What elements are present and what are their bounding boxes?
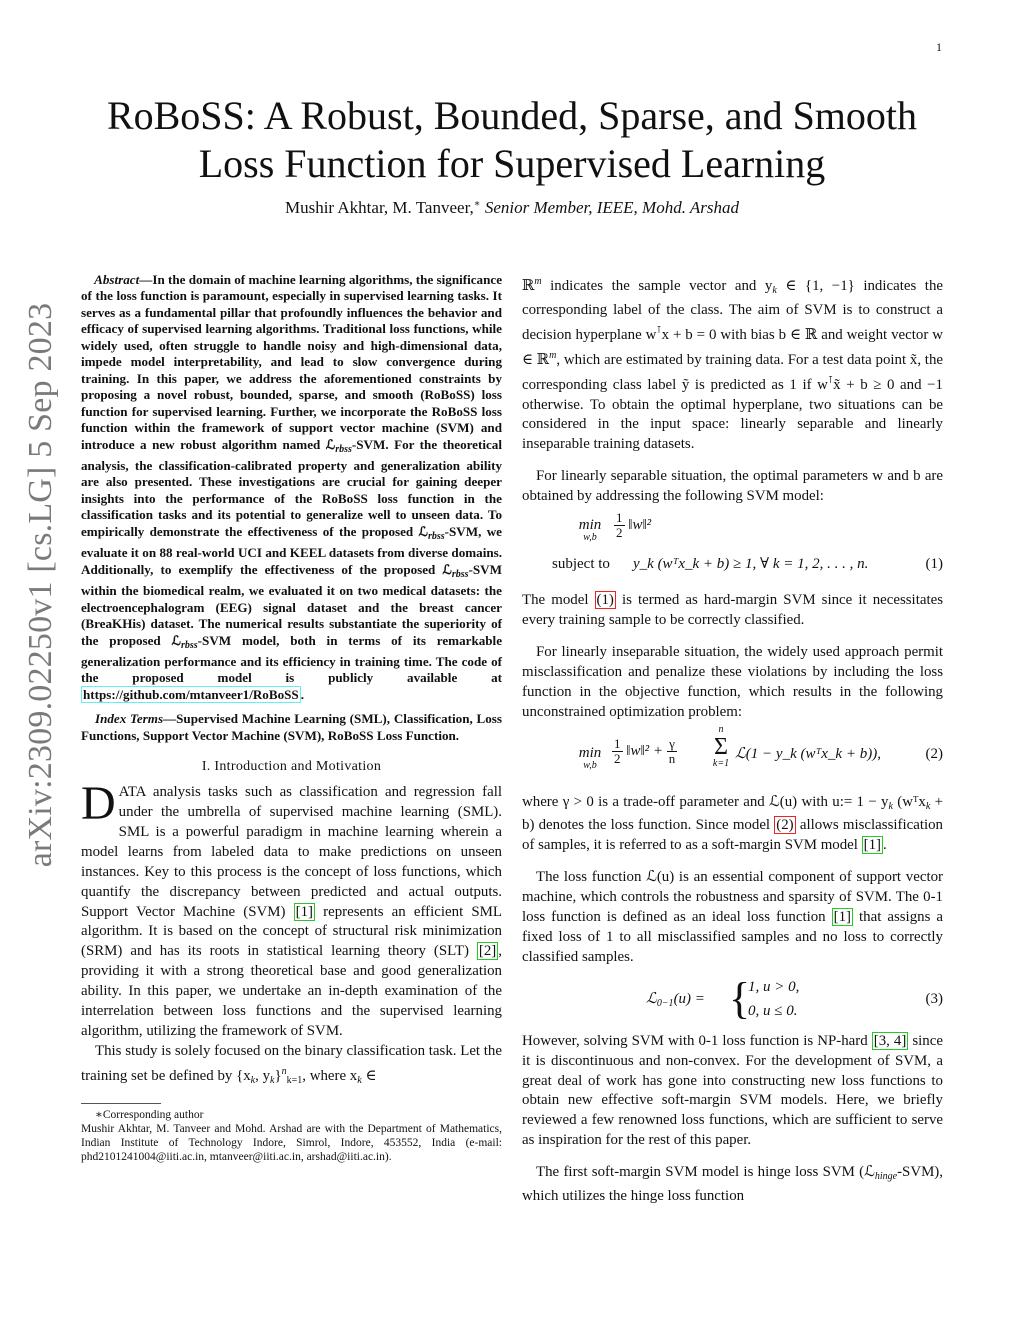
right-paragraph-8 — [522, 1163, 943, 1207]
title-line-2: Loss Function for Supervised Learning — [198, 141, 826, 186]
right-text-8a: The first soft-margin SVM model is hinge loss SVM (ℒ — [536, 1164, 875, 1181]
right-text-1c: ∈ {1, −1} indicates the corresponding label of the class. The aim of SVM is to construct a decision hyperplane w — [522, 278, 944, 343]
eq3-lhs-subscript: 0−1 — [656, 997, 674, 1009]
eq1-min: min — [578, 517, 602, 534]
arxiv-identifier: arXiv:2309.02250v1 [cs.LG] 5 Sep 2023 — [22, 302, 59, 868]
code-link[interactable]: https://github.com/mtanveer1/RoBoSS — [83, 686, 299, 702]
drop-cap: D — [81, 777, 116, 831]
arxiv-watermark — [6, 205, 76, 965]
eq2-loss: ℒ(1 − y_k (wᵀx_k + b)), — [735, 745, 881, 762]
eq3-number: (3) — [925, 990, 943, 1007]
footnote-corresponding: ∗Corresponding author — [95, 1108, 204, 1121]
right-paragraph-6 — [522, 868, 943, 968]
index-terms-text: —Supervised Machine Learning (SML), Classification, Loss Functions, Support Vector Machine (SVM), RoBoSS Loss Function. — [81, 711, 502, 743]
eq1-constraint: y_k (wᵀx_k + b) ≥ 1, ∀ k = 1, 2, . . . , n. — [633, 556, 869, 573]
intro-text-2: This study is solely focused on the binary classification task. Let the training set be defined by {x — [81, 1042, 502, 1084]
eq1-number: (1) — [925, 556, 943, 573]
rbss-subscript: rbss — [451, 568, 469, 580]
right-text-7a: However, solving SVM with 0-1 loss function is NP-hard — [522, 1032, 872, 1049]
eq3-lhs: ℒ — [646, 990, 657, 1007]
right-paragraph-3 — [522, 591, 943, 631]
section-1-heading: I. Introduction and Motivation — [201, 759, 382, 775]
right-text-7b: since it is discontinuous and non-convex. For the development of SVM, a great deal of work has gone into constructing new loss functions to obtain new effective soft-margin SVM models. Here, we briefly reviewed a few renowned loss functions, which are sufficient to serve as inspiration for the rest of this paper. — [522, 1032, 943, 1149]
citation-1[interactable]: [1] — [295, 903, 314, 920]
right-paragraph-5: where γ > 0 is a trade-off parameter and ℒ(u) with u:= $1 - y_k$ (wᵀx$_k$ + b) denotes the loss function. Since model (2) allows misclassification of samples, it is referred to as a soft-margin SVM model [1] . — [522, 793, 943, 854]
eq-ref-1[interactable]: (1) — [596, 592, 614, 609]
author-roles: Senior Member, IEEE, Mohd. Arshad — [480, 198, 740, 217]
footnote-divider — [81, 1103, 161, 1104]
citation-1b[interactable]: [1] — [863, 837, 882, 854]
eq2-number: (2) — [925, 745, 943, 762]
abstract-end: . — [300, 686, 304, 702]
rbss-subscript: rbss — [427, 530, 445, 542]
right-text-5b: (wᵀx — [892, 793, 926, 810]
citation-1c[interactable]: [1] — [833, 909, 852, 926]
equation-2: min w,b $\frac{1}{2}$ ‖w‖² + $\frac{\gamma}{n}$ n Σ k=1 ℒ(1 − y_k (wᵀx_k + b)), (2) — [522, 729, 943, 789]
eq2-sum-bottom: k=1 — [712, 757, 730, 769]
abstract — [81, 272, 502, 703]
left-column — [81, 272, 502, 1164]
paper-title — [80, 92, 944, 188]
eq2-sum: Σ — [714, 733, 728, 760]
intro-paragraph-2: This study is solely focused on the binary classification task. Let the training set be defined by {$x_k$, $y_k\}^n_{k=1}$, where $x_k$ ∈ — [81, 1042, 502, 1086]
intro-text-2b: , where x — [302, 1067, 358, 1084]
right-text-6a: The loss function ℒ(u) is an essential component of support vector machine, which controls the robustness and sparsity of SVM. The 0-1 loss function is defined as an ideal loss function — [522, 869, 943, 926]
eq2-sum-top: n — [718, 723, 724, 735]
intro-text-1b: represents an efficient SML algorithm. It is based on the concept of structural risk minimization (SRM) and has its roots in statistical learning theory (SLT) — [81, 903, 502, 960]
eq3-case-1: 1, u > 0, — [748, 978, 800, 995]
eq1-objective: ‖w‖² — [628, 517, 652, 533]
equation-1: min w,b $\frac{1}{2}$ ‖w‖² subject to y_k (wᵀx_k + b) ≥ 1, ∀ k = 1, 2, . . . , n. (1) — [522, 515, 943, 587]
eq3-lhs-end: (u) = — [673, 990, 705, 1007]
author-line — [80, 198, 944, 218]
eq2-min-subscript: w,b — [583, 759, 597, 771]
title-line-1: RoBoSS: A Robust, Bounded, Sparse, and Smooth — [106, 93, 918, 138]
abstract-text-2: -SVM. For the theoretical analysis, the classification-calibrated property and generalization ability are also presented. These investigations are crucial for gaining deeper insights into the performance of the RoBoSS loss function in the classification tasks and its potential to generalize well to unseen data. To empirically demonstrate the effectiveness of the proposed ℒ — [81, 436, 502, 539]
equation-3: ℒ$_{0-1}$(u) = { 1, u > 0, 0, u ≤ 0. (3) — [646, 973, 943, 1023]
page-number: 1 — [936, 40, 942, 54]
abstract-text-5: -SVM model, both in terms of its remarkable generalization performance and its efficiency in training time. The code of the proposed model is publicly available at — [81, 632, 503, 686]
right-text-6b: that assigns a fixed loss of 1 to all misclassified samples and no loss to correctly classified samples. — [522, 909, 943, 965]
eq-ref-2[interactable]: (2) — [776, 817, 794, 834]
abstract-text-4: -SVM within the biomedical realm, we evaluated it on two medical datasets: the electroencephalogram (EEG) signal dataset and the breast cancer (BreaKHis) dataset. The numerical results substantiate the superiority of the proposed ℒ — [81, 561, 502, 648]
citation-3-4[interactable]: [3, 4] — [873, 1032, 907, 1049]
right-text-5a: where γ > 0 is a trade-off parameter and ℒ(u) with u:= 1 − y — [522, 793, 889, 810]
right-column — [522, 272, 943, 1207]
right-text-5c: + b) denotes the loss function. Since model — [522, 793, 943, 834]
index-terms-label: Index Terms — [95, 711, 164, 727]
corresponding-mark: ∗ — [473, 198, 481, 210]
right-text-3a: The model — [522, 592, 595, 609]
right-paragraph-1: ℝ$^m$ indicates the sample vector and $y_k$ ∈ {1, −1} indicates the corresponding label of the class. The aim of SVM is to construct a decision hyperplane w⊺x + b = 0 with bias b ∈ ℝ and weight vector w ∈ ℝ$^m$, which are estimated by training data. For a test data point x̃, the corresponding class label ỹ is predicted as 1 if w⊺x̃ + b ≥ 0 and −1 otherwise. To obtain the optimal hyperplane, two situations can be considered in the input space: linearly separable and linearly inseparable training datasets. — [522, 276, 944, 453]
right-text-8b: -SVM), which utilizes the hinge loss function — [522, 1164, 943, 1205]
rbss-subscript: rbss — [180, 639, 198, 651]
intro-text-1: ATA analysis tasks such as classification and regression fall under the umbrella of supervised machine learning (SML). SML is a powerful paradigm in machine learning wherein a model learns from labeled data to make predictions on unseen instances. Key to this process is the concept of loss functions, which quantify the discrepancy between predicted and actual outputs. Support Vector Machine (SVM) — [81, 784, 502, 920]
eq3-case-2: 0, u ≤ 0. — [748, 1002, 798, 1019]
eq1-subject-to: subject to — [552, 556, 610, 573]
rbss-subscript: rbss — [335, 443, 352, 455]
right-text-1d: x + b = 0 with bias b ∈ ℝ and weight vector w ∈ ℝ — [522, 326, 943, 368]
author-names: Mushir Akhtar, M. Tanveer, — [284, 198, 474, 217]
intro-text-2c: ∈ — [361, 1067, 377, 1084]
eq1-min-subscript: w,b — [583, 532, 597, 544]
right-text-3b: is termed as hard-margin SVM since it necessitates every training sample to be correctly classified. — [522, 592, 943, 628]
right-paragraph-2: For linearly separable situation, the optimal parameters w and b are obtained by addressing the following SVM model: — [522, 468, 943, 505]
reals-symbol: ℝ — [522, 278, 535, 294]
citation-2[interactable]: [2] — [478, 943, 497, 960]
right-text-5d: allows misclassification of samples, it is referred to as a soft-margin SVM model — [522, 817, 943, 854]
right-text-5e: . — [883, 837, 887, 854]
abstract-label: Abstract — [94, 272, 140, 287]
abstract-text-3: -SVM, we evaluate it on 88 real-world UCI and KEEL datasets from diverse domains. Additionally, to exemplify the effectiveness of the proposed ℒ — [81, 523, 502, 577]
hinge-subscript: hinge — [874, 1171, 898, 1183]
right-paragraph-7 — [522, 1032, 943, 1151]
abstract-text: —In the domain of machine learning algorithms, the significance of the loss function is paramount, especially in supervised learning tasks. It serves as a fundamental pillar that profoundly influences the behavior and efficacy of supervised learning algorithms. Traditional loss functions, while widely used, often struggle to handle noisy and high-dimensional data, impede model interpretability, and lead to slow convergence during training. In this paper, we address the aforementioned constraints by proposing a novel robust, bounded, sparse, and smooth (RoBoSS) loss function for supervised learning. Further, we incorporate the RoBoSS loss function within the framework of support vector machine (SVM) and introduce a new robust algorithm named ℒ — [81, 272, 503, 452]
eq2-body: ‖w‖² + — [626, 742, 667, 759]
eq2-min: min — [578, 744, 602, 761]
right-text-1f: x̃ + b ≥ 0 and −1 otherwise. To obtain the optimal hyperplane, two situations can be considered in the input space: linearly separable and linearly inseparable training datasets. — [522, 376, 943, 453]
right-text-1e: , which are estimated by training data. For a test data point x̃, the corresponding class label ỹ is predicted as 1 if w — [522, 351, 944, 393]
intro-paragraph-1 — [81, 777, 502, 1042]
footnote-affiliation: Mushir Akhtar, M. Tanveer and Mohd. Arshad are with the Department of Mathematics, Indian Institute of Technology Indore, Simrol, Indore, 453552, India (e-mail: phd2101241004@iiti.ac.in, mtanveer@iiti.ac.in, arshad@iiti.ac.in). — [81, 1122, 502, 1163]
index-terms — [81, 711, 502, 744]
right-text-1b: indicates the sample vector and y — [541, 278, 773, 294]
right-paragraph-4: For linearly inseparable situation, the widely used approach permit misclassification and penalize these violations by including the loss function in the objective function, which results in the following unconstrained optimization problem: — [522, 643, 943, 720]
intro-text-1c: , providing it with a strong theoretical base and good generalization ability. In this paper, we undertake an in-depth examination of the interrelation between loss functions and the supervised learning algorithm, utilizing the framework of SVM. — [81, 943, 502, 1040]
